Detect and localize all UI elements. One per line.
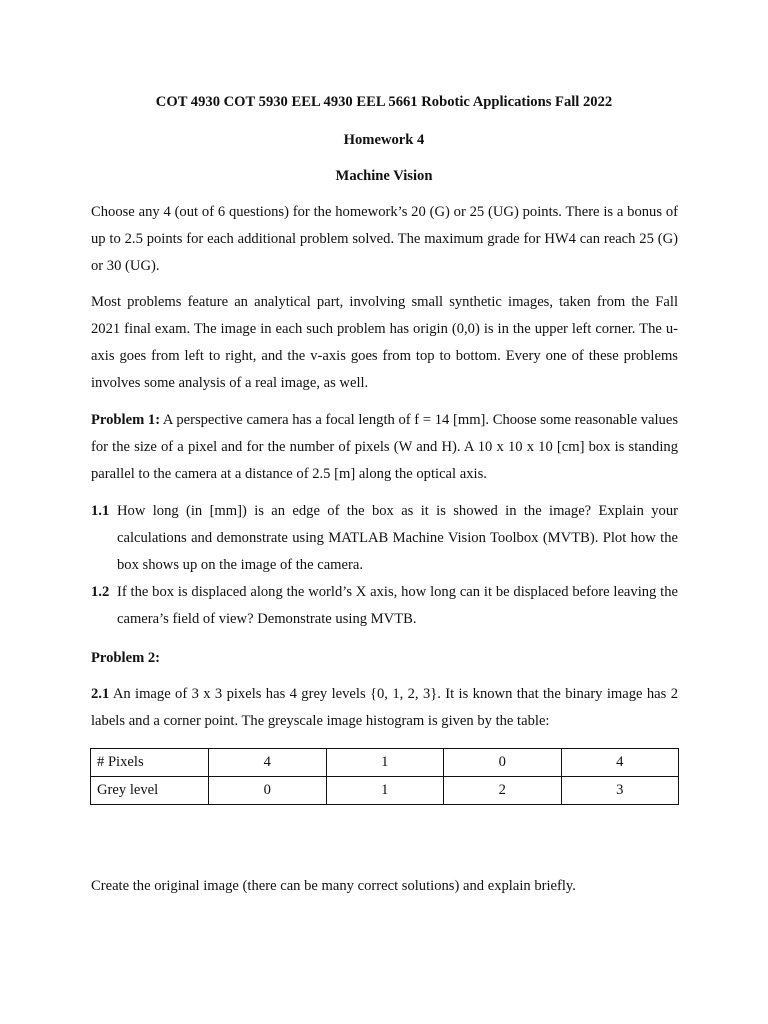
table-cell: 4 xyxy=(209,749,327,777)
table-row xyxy=(91,777,679,805)
problem-2-heading: Problem 2: xyxy=(91,650,161,666)
item-number: 1.2 xyxy=(91,584,110,600)
table-cell: 2 xyxy=(444,777,562,805)
histogram-table xyxy=(90,748,679,805)
table-row xyxy=(91,749,679,777)
problem-1-item-1 xyxy=(91,498,678,579)
item-text: If the box is displaced along the world’s X axis, how long can it be displaced before leaving the camera’s field of view? Demonstrate using MVTB. xyxy=(117,584,678,627)
problem-1-item-2 xyxy=(91,579,678,633)
item-number: 1.1 xyxy=(91,503,110,519)
problem-2-paragraph xyxy=(91,681,678,735)
homework-title: Homework 4 xyxy=(343,132,425,148)
course-title: COT 4930 COT 5930 EEL 4930 EEL 5661 Robotic Applications Fall 2022 xyxy=(155,94,613,110)
row-header: Grey level xyxy=(91,777,209,805)
table-cell: 1 xyxy=(326,749,444,777)
table-cell: 3 xyxy=(561,777,679,805)
problem-1-paragraph xyxy=(91,407,678,488)
problem-2-sub-text: An image of 3 x 3 pixels has 4 grey levels {0, 1, 2, 3}. It is known that the binary image has 2 labels and a corner point. The greyscale image histogram is given by the table: xyxy=(91,686,678,729)
table-cell: 4 xyxy=(561,749,679,777)
table-cell: 1 xyxy=(326,777,444,805)
table-cell: 0 xyxy=(209,777,327,805)
intro-paragraph-1: Choose any 4 (out of 6 questions) for the homework’s 20 (G) or 25 (UG) points. There is a bonus of up to 2.5 points for each additional problem solved. The maximum grade for HW4 can reach 25 (G) or 30 (UG). xyxy=(91,204,678,274)
problem-2-sub-number: 2.1 xyxy=(91,686,110,702)
problem-1-label: Problem 1: xyxy=(91,412,161,428)
problem-2-instruction: Create the original image (there can be many correct solutions) and explain briefly. xyxy=(91,878,576,894)
item-text: How long (in [mm]) is an edge of the box as it is showed in the image? Explain your calculations and demonstrate using MATLAB Machine Vision Toolbox (MVTB). Plot how the box shows up on the image of the camera. xyxy=(117,503,678,573)
table-cell: 0 xyxy=(444,749,562,777)
intro-paragraph-2: Most problems feature an analytical part, involving small synthetic images, taken from the Fall 2021 final exam. The image in each such problem has origin (0,0) is in the upper left corner. The u-axis goes from left to right, and the v-axis goes from top to bottom. Every one of these problems involves some analysis of a real image, as well. xyxy=(91,294,678,391)
topic-title: Machine Vision xyxy=(335,168,433,184)
row-header: # Pixels xyxy=(91,749,209,777)
problem-1-text: A perspective camera has a focal length of f = 14 [mm]. Choose some reasonable values for the size of a pixel and for the number of pixels (W and H). A 10 x 10 x 10 [cm] box is standing parallel to the camera at a distance of 2.5 [m] along the optical axis. xyxy=(91,412,678,482)
